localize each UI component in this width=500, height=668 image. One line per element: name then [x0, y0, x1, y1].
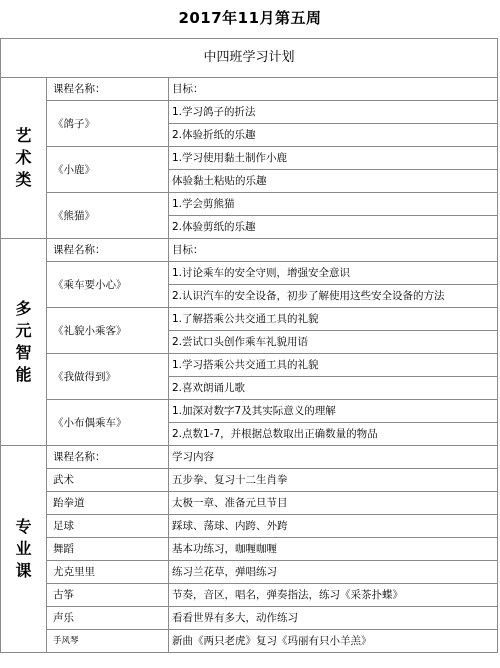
goal-cell: 2.点数1-7，并根据总数取出正确数量的物品: [169, 423, 498, 446]
course-name: 手风琴: [47, 630, 169, 653]
course-name: 尤克里里: [47, 561, 169, 584]
content-cell: 看看世界有多大，动作练习: [169, 607, 498, 630]
table-row: [1, 538, 498, 561]
goal-cell: 1.加深对数字7及其实际意义的理解: [169, 400, 498, 423]
table-row: [1, 469, 498, 492]
course-name: 《熊猫》: [47, 193, 169, 239]
goal-cell: 1.了解搭乘公共交通工具的礼貌: [169, 308, 498, 331]
table-row: [1, 561, 498, 584]
category-char: 业: [15, 539, 32, 558]
category-char: 多: [15, 299, 32, 318]
goal-cell: 1.学会剪熊猫: [169, 193, 498, 216]
study-plan-table: [0, 38, 498, 653]
table-row: [1, 515, 498, 538]
category-char: 专: [15, 517, 32, 536]
goal-cell: 1.讨论乘车的安全守则，增强安全意识: [169, 262, 498, 285]
content-cell: 练习兰花草，弹唱练习: [169, 561, 498, 584]
course-name: 《小布偶乘车》: [47, 400, 169, 446]
content-cell: 太极一章、准备元旦节目: [169, 492, 498, 515]
goal-cell: 1.学习搭乘公共交通工具的礼貌: [169, 354, 498, 377]
category-char: 课: [15, 561, 32, 580]
course-name: 古筝: [47, 584, 169, 607]
course-name: 《乘车要小心》: [47, 262, 169, 308]
course-name-header: 课程名称：: [47, 78, 169, 101]
course-name: 《我做得到》: [47, 354, 169, 400]
table-row: [1, 308, 498, 331]
class-title: 中四班学习计划: [1, 39, 498, 78]
category-char: 智: [15, 343, 32, 362]
table-row: [1, 101, 498, 124]
table-row: [1, 492, 498, 515]
table-row: [1, 193, 498, 216]
table-row: [1, 147, 498, 170]
course-name: 声乐: [47, 607, 169, 630]
goal-cell: 1.学习鸽子的折法: [169, 101, 498, 124]
category-char: 术: [15, 148, 32, 167]
category-pro: [1, 446, 47, 653]
goal-cell: 体验黏土粘贴的乐趣: [169, 170, 498, 193]
goal-cell: 2.喜欢朗诵儿歌: [169, 377, 498, 400]
content-cell: 新曲《两只老虎》复习《玛丽有只小羊羔》: [169, 630, 498, 653]
course-name: 《小鹿》: [47, 147, 169, 193]
content-header: 学习内容: [169, 446, 498, 469]
class-title-row: [1, 39, 498, 78]
category-char: 元: [15, 321, 32, 340]
table-row: [1, 78, 498, 101]
category-multi: [1, 239, 47, 446]
course-name: 《礼貌小乘客》: [47, 308, 169, 354]
table-row: [1, 630, 498, 653]
goal-header: 目标：: [169, 78, 498, 101]
content-cell: 五步拳、复习十二生肖拳: [169, 469, 498, 492]
table-row: [1, 354, 498, 377]
table-row: [1, 239, 498, 262]
content-cell: 节奏，音区，唱名，弹奏指法，练习《采茶扑蝶》: [169, 584, 498, 607]
course-name: 跆拳道: [47, 492, 169, 515]
category-char: 艺: [15, 126, 32, 145]
content-cell: 踩球、荡球、内跨、外跨: [169, 515, 498, 538]
goal-cell: 2.体验剪纸的乐趣: [169, 216, 498, 239]
table-row: [1, 446, 498, 469]
content-cell: 基本功练习，咖喱咖喱: [169, 538, 498, 561]
table-row: [1, 584, 498, 607]
category-char: 能: [15, 365, 32, 384]
category-char: 类: [15, 170, 32, 189]
category-art: [1, 78, 47, 239]
goal-cell: 2.认识汽车的安全设备，初步了解使用这些安全设备的方法: [169, 285, 498, 308]
course-name: 武术: [47, 469, 169, 492]
course-name: 舞蹈: [47, 538, 169, 561]
week-title: 2017年11月第五周: [178, 9, 322, 27]
course-name-header: 课程名称：: [47, 239, 169, 262]
course-name-header: 课程名称：: [47, 446, 169, 469]
goal-cell: 2.体验折纸的乐趣: [169, 124, 498, 147]
course-name: 足球: [47, 515, 169, 538]
goal-cell: 2.尝试口头创作乘车礼貌用语: [169, 331, 498, 354]
course-name: 《鸽子》: [47, 101, 169, 147]
table-row: [1, 400, 498, 423]
table-row: [1, 262, 498, 285]
table-row: [1, 607, 498, 630]
goal-cell: 1.学习使用黏土制作小鹿: [169, 147, 498, 170]
goal-header: 目标：: [169, 239, 498, 262]
